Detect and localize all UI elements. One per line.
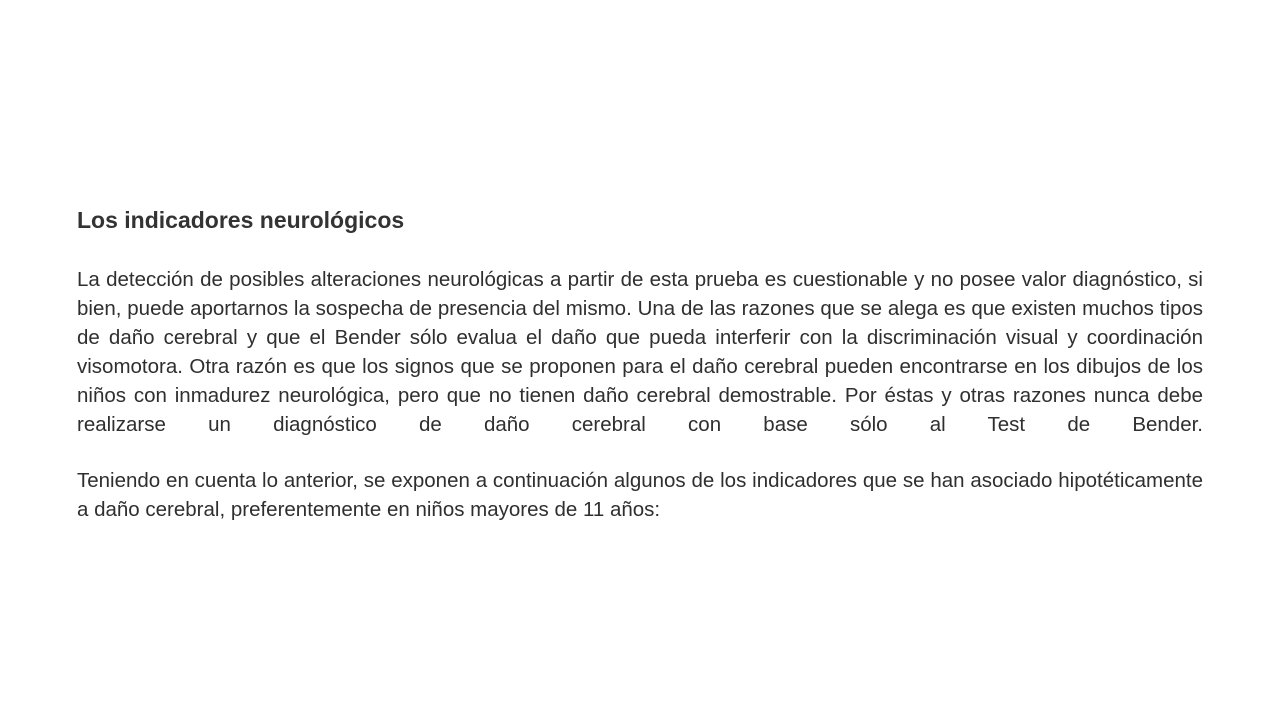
slide-title: Los indicadores neurológicos xyxy=(77,207,405,233)
body-paragraph-2: Teniendo en cuenta lo anterior, se exponen a continuación algunos de los indicadores que se han asociado hipotéticamente a daño cerebral, preferentemente en niños mayores de 11 años: xyxy=(77,469,1203,521)
body-paragraph-1: La detección de posibles alteraciones neurológicas a partir de esta prueba es cuestionable y no posee valor diagnóstico, si bien, puede aportarnos la sospecha de presencia del mismo. Una de las razones que se alega es que existen muchos tipos de daño cerebral y que el Bender sólo evalua el daño que pueda interferir con la discriminación visual y coordinación visomotora. Otra razón es que los signos que se proponen para el daño cerebral pueden encontrarse en los dibujos de los niños con inmadurez neurológica, pero que no tienen daño cerebral demostrable. Por éstas y otras razones nunca debe realizarse un diagnóstico de daño cerebral con base sólo al Test de Bender. xyxy=(77,268,1203,436)
slide-content xyxy=(77,205,1203,524)
